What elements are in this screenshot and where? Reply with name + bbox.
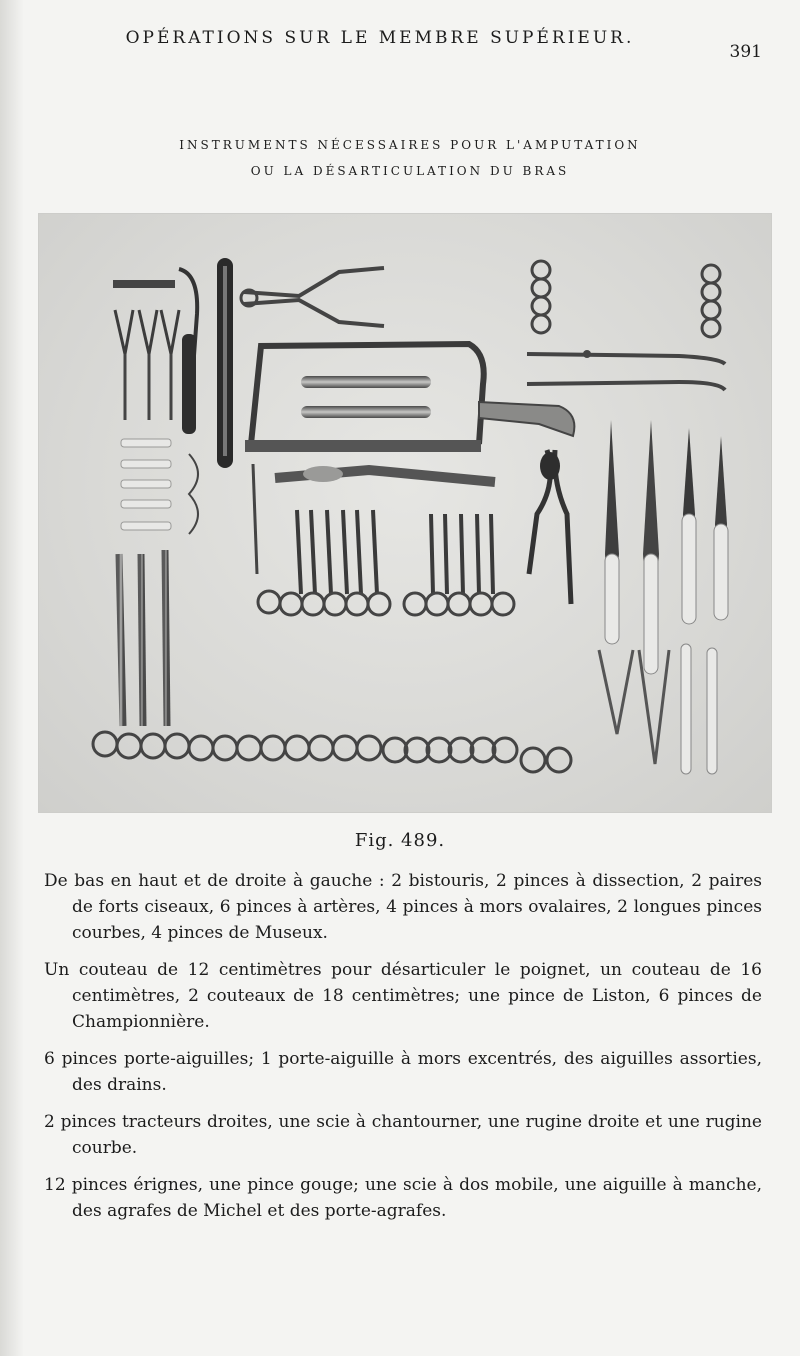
figure-caption: Fig. 489. [354, 830, 446, 851]
bone-cutter [529, 450, 571, 604]
hemostats-rack-left [397, 261, 550, 333]
legend-paragraph: Un couteau de 12 centimètres pour désarticuler le poignet, un couteau de 16 centimètres, 2 couteaux de 18 centimètres; une pince de Liston, 6 pinces de Championnière. [44, 960, 762, 1032]
page-edge-shadow [0, 0, 24, 1356]
plate-title-line-2: OU LA DÉSARTICULATION DU BRAS [250, 164, 570, 178]
plate-title-line-1: INSTRUMENTS NÉCESSAIRES POUR L'AMPUTATION [179, 138, 641, 152]
page-number: 391 [729, 42, 762, 62]
instruments-photograph [38, 213, 772, 813]
drains-and-agrafes [121, 439, 198, 534]
needle-and-rugine [179, 258, 233, 468]
amputation-knives [605, 420, 728, 674]
legend-paragraph: 12 pinces érignes, une pince gouge; une scie à dos mobile, une aiguille à manche, des agrafes de Michel et des porte-agrafes. [44, 1175, 762, 1221]
running-head [0, 28, 800, 48]
legend-paragraph: 6 pinces porte-aiguilles; 1 porte-aiguille à mors excentrés, des aiguilles assorties, des drains. [44, 1049, 762, 1095]
legend-paragraph: De bas en haut et de droite à gauche : 2 bistouris, 2 pinces à dissection, 2 paires de forts ciseaux, 6 pinces à artères, 4 pinces à mors ovalaires, 2 longues pinces courbes, 4 pinces de Museux. [44, 871, 762, 943]
hemostats-rack-right [567, 265, 720, 337]
small-forceps-group [113, 280, 179, 420]
bottom-forceps-row [93, 550, 717, 774]
long-curved-forceps [527, 350, 725, 390]
arterial-forceps-middle [258, 510, 514, 615]
figure-legend [44, 868, 762, 1235]
plate-title [0, 132, 800, 184]
legend-paragraph: 2 pinces tracteurs droites, une scie à chantourner, une rugine droite et une rugine courbe. [44, 1112, 762, 1158]
instruments-illustration [39, 214, 771, 812]
frame-saw [245, 344, 574, 452]
running-head-text: OPÉRATIONS SUR LE MEMBRE SUPÉRIEUR. [125, 28, 635, 48]
liston-forceps [241, 268, 384, 326]
